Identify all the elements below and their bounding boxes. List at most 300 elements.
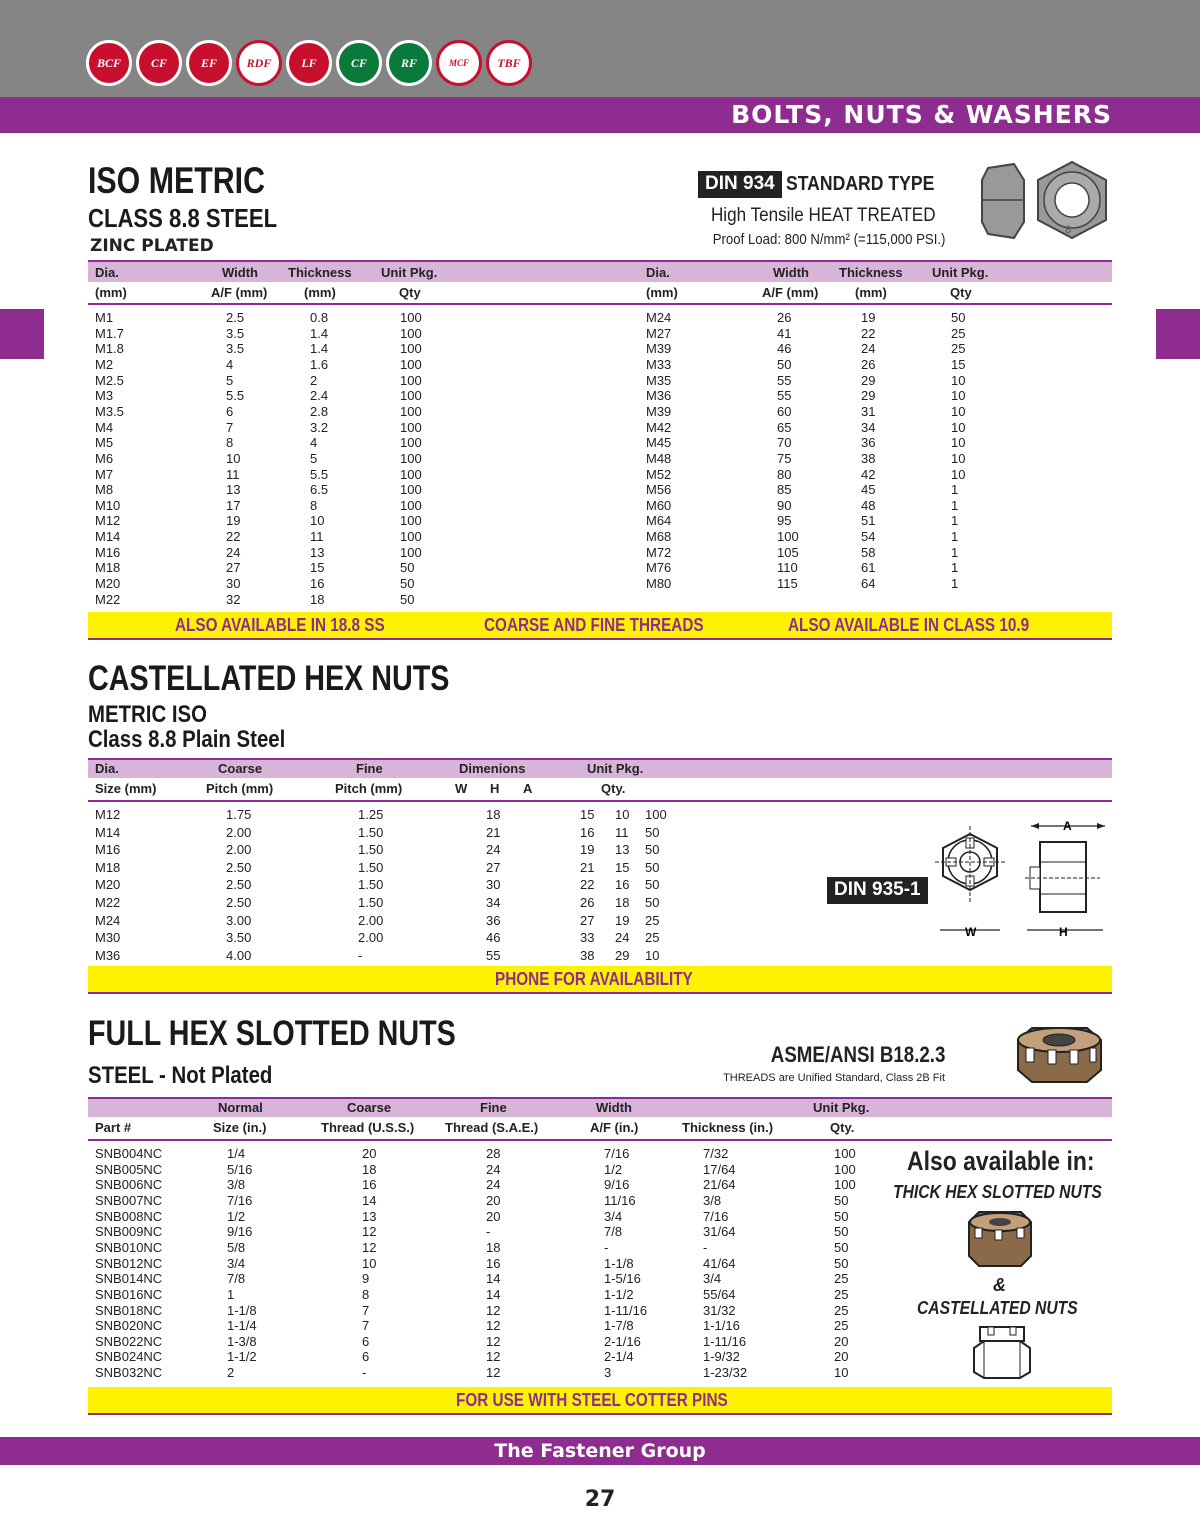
- castellated-cell: 100: [645, 807, 667, 822]
- slotted-cell: 1-11/16: [703, 1333, 747, 1349]
- iso-cell: M1: [95, 310, 114, 325]
- castellated-header-rule: [88, 800, 1112, 802]
- iso-cell: 100: [400, 450, 422, 466]
- also-available-title: Also available in:: [907, 1146, 1095, 1176]
- castellated-cell: 25: [645, 930, 660, 946]
- iso-cell: 15: [951, 356, 966, 372]
- iso-cell: M48: [646, 450, 672, 466]
- slotted-col-subheader: Size (in.): [213, 1120, 267, 1135]
- iso-cell: 2.4: [310, 388, 329, 404]
- iso-cell: 29: [861, 372, 876, 388]
- slotted-cell: 25: [834, 1271, 849, 1287]
- section-title-band: [0, 97, 1200, 133]
- slotted-cell: 25: [834, 1286, 849, 1302]
- iso-cell: 4: [310, 435, 318, 451]
- iso-bar-ss: ALSO AVAILABLE IN 18.8 SS: [175, 615, 385, 635]
- iso-col-subheader: (mm): [95, 285, 127, 300]
- slotted-cell: 50: [834, 1208, 849, 1224]
- iso-cell: M1.8: [95, 341, 124, 357]
- slotted-cell: 41/64: [703, 1255, 736, 1271]
- slotted-cell: 10: [362, 1255, 377, 1271]
- iso-finish: ZINC PLATED: [90, 236, 214, 256]
- logo-lf: LF: [286, 40, 332, 86]
- castellated-availability-bar: [88, 966, 1112, 994]
- iso-cell: 45: [861, 482, 876, 498]
- iso-cell: 17: [226, 497, 241, 513]
- slotted-cell: 100: [834, 1161, 856, 1177]
- slotted-cell: 14: [362, 1192, 377, 1208]
- castellated-cell: 2.50: [226, 859, 252, 875]
- iso-cell: 50: [400, 576, 415, 592]
- standard-type-label: STANDARD TYPE: [786, 173, 935, 195]
- slotted-cell: 16: [362, 1177, 377, 1193]
- slotted-cell: 18: [486, 1239, 501, 1255]
- iso-col-header: Unit Pkg.: [932, 265, 989, 280]
- slotted-bar-text: FOR USE WITH STEEL COTTER PINS: [456, 1390, 728, 1410]
- slotted-cell: SNB014NC: [95, 1271, 163, 1287]
- slotted-cell: 100: [834, 1146, 856, 1161]
- iso-cell: 16: [310, 576, 325, 592]
- castellated-cell: M12: [95, 807, 121, 822]
- slotted-cell: SNB024NC: [95, 1349, 163, 1365]
- iso-cell: 90: [777, 497, 792, 513]
- iso-cell: 100: [400, 419, 422, 435]
- iso-cell: M56: [646, 482, 672, 498]
- slotted-col-header: Normal: [218, 1100, 263, 1115]
- iso-cell: M39: [646, 341, 672, 357]
- slotted-cell: 50: [834, 1224, 849, 1240]
- logo-tbf: TBF: [486, 40, 532, 86]
- iso-cell: 64: [861, 576, 876, 592]
- iso-header-rule: [88, 303, 1112, 305]
- logo-cf-green: CF: [336, 40, 382, 86]
- castellated-cell: 50: [645, 824, 660, 840]
- slotted-cell: SNB022NC: [95, 1333, 163, 1349]
- slotted-cell: 3/8: [703, 1192, 722, 1208]
- iso-cell: M20: [95, 576, 121, 592]
- slotted-cell: -: [362, 1365, 367, 1381]
- iso-cell: 25: [951, 325, 966, 341]
- slotted-cell: 1-23/32: [703, 1365, 748, 1381]
- iso-cell: 100: [400, 403, 422, 419]
- logo-cf: CF: [136, 40, 182, 86]
- iso-col-subheader: Qty: [399, 285, 421, 300]
- iso-cell: 24: [861, 341, 876, 357]
- castellated-col-header: Unit Pkg.: [587, 761, 644, 776]
- slotted-cell: 10: [834, 1365, 849, 1381]
- slotted-col-subheader: A/F (in.): [590, 1120, 639, 1135]
- castellated-cell: 3.50: [226, 930, 252, 946]
- castellated-cell: 33: [580, 930, 595, 946]
- castellated-cell: 55: [486, 947, 501, 963]
- dim-w-label: W: [965, 925, 977, 939]
- iso-cell: 70: [777, 435, 792, 451]
- iso-cell: M24: [646, 310, 672, 325]
- castellated-bar-text: PHONE FOR AVAILABILITY: [495, 969, 693, 989]
- slotted-cell: SNB012NC: [95, 1255, 163, 1271]
- iso-cell: 22: [861, 325, 876, 341]
- castellated-col-subheader: Pitch (mm): [206, 781, 274, 796]
- slotted-cell: 1-1/2: [227, 1349, 257, 1365]
- din-935-badge: [827, 877, 928, 904]
- iso-cell: 1: [951, 560, 959, 576]
- iso-cell: 2.5: [226, 310, 245, 325]
- iso-cell: 10: [226, 450, 241, 466]
- iso-cell: M8: [95, 482, 114, 498]
- slotted-cell: SNB016NC: [95, 1286, 163, 1302]
- slotted-cell: 16: [486, 1255, 501, 1271]
- iso-col-header: Thickness: [288, 265, 352, 280]
- castellated-cell: 1.50: [358, 859, 384, 875]
- iso-cell: 80: [777, 466, 792, 482]
- iso-cell: 10: [951, 419, 966, 435]
- footer-band: [0, 1437, 1200, 1465]
- slotted-cell: 20: [486, 1192, 501, 1208]
- iso-cell: 3.2: [310, 419, 329, 435]
- iso-cell: M80: [646, 576, 672, 592]
- slotted-cell: SNB018NC: [95, 1302, 163, 1318]
- ampersand: &: [993, 1275, 1006, 1295]
- iso-cell: 50: [777, 356, 792, 372]
- iso-cell: M2: [95, 356, 114, 372]
- iso-cell: 29: [861, 388, 876, 404]
- slotted-cell: 12: [486, 1318, 501, 1334]
- slotted-cell: 20: [834, 1333, 849, 1349]
- iso-col-header: Width: [773, 265, 809, 280]
- slotted-cell: 6: [362, 1349, 370, 1365]
- slotted-cell: SNB004NC: [95, 1146, 163, 1161]
- din-934-label: DIN 934: [705, 173, 775, 194]
- iso-cell: 19: [861, 310, 876, 325]
- iso-cell: M14: [95, 529, 121, 545]
- castellated-cell: 10: [615, 807, 630, 822]
- slotted-cell: 28: [486, 1146, 501, 1161]
- castellated-cell: 29: [615, 947, 630, 963]
- iso-cell: 38: [861, 450, 876, 466]
- iso-cell: 110: [777, 560, 798, 576]
- iso-cell: 11: [226, 466, 240, 482]
- iso-col-subheader: (mm): [646, 285, 678, 300]
- iso-cell: 32: [226, 591, 241, 607]
- iso-cell: 24: [226, 544, 241, 560]
- slotted-title: FULL HEX SLOTTED NUTS: [88, 1014, 456, 1053]
- iso-cell: 13: [310, 544, 325, 560]
- slotted-cell: -: [486, 1224, 491, 1240]
- slotted-col-subheader: Thickness (in.): [682, 1120, 774, 1135]
- iso-cell: M3: [95, 388, 114, 404]
- slotted-col-header: Fine: [480, 1100, 507, 1115]
- iso-cell: 100: [400, 544, 422, 560]
- iso-cell: 6.5: [310, 482, 329, 498]
- castellated-cell: 19: [580, 842, 595, 858]
- company-name: The Fastener Group: [494, 1440, 706, 1462]
- iso-subtitle: CLASS 8.8 STEEL: [88, 203, 278, 233]
- iso-cell: 5.5: [310, 466, 329, 482]
- slotted-cell: 1/2: [227, 1208, 246, 1224]
- iso-cell: 2: [310, 372, 318, 388]
- castellated-cell: 19: [615, 912, 630, 928]
- dim-h-label: H: [1059, 925, 1068, 939]
- iso-cell: 48: [861, 497, 876, 513]
- logo-rf: RF: [386, 40, 432, 86]
- slotted-cell: 1: [227, 1286, 235, 1302]
- slotted-cell: 13: [362, 1208, 377, 1224]
- slotted-cell: 1-11/16: [604, 1302, 648, 1318]
- castellated-cell: 1.50: [358, 842, 384, 858]
- iso-cell: 100: [400, 435, 422, 451]
- slotted-cell: 12: [362, 1224, 377, 1240]
- slotted-cell: -: [703, 1239, 708, 1255]
- castellated-cell: 50: [645, 877, 660, 893]
- castellated-cell: 26: [580, 895, 595, 910]
- slotted-cell: 1-1/4: [227, 1318, 257, 1334]
- slotted-cell: 25: [834, 1302, 849, 1318]
- iso-cell: M1.7: [95, 325, 124, 341]
- slotted-cell: 2-1/16: [604, 1333, 641, 1349]
- iso-cell: 1: [951, 482, 959, 498]
- castellated-cell: 16: [615, 877, 630, 893]
- iso-cell: 105: [777, 544, 799, 560]
- castellated-cell: 2.00: [226, 824, 252, 840]
- iso-cell: 65: [777, 419, 792, 435]
- castellated-cell: M18: [95, 859, 121, 875]
- castellated-col-subheader: Pitch (mm): [335, 781, 403, 796]
- slotted-col-subheader: Qty.: [830, 1120, 855, 1135]
- iso-cell: 61: [861, 560, 876, 576]
- right-page-tab: [1156, 309, 1200, 359]
- iso-cell: 10: [951, 388, 966, 404]
- category-title: BOLTS, NUTS & WASHERS: [731, 100, 1112, 129]
- slotted-cell: 21/64: [703, 1177, 736, 1193]
- iso-cell: 5.5: [226, 388, 245, 404]
- slotted-subtitle: STEEL - Not Plated: [88, 1062, 273, 1089]
- din-935-label: DIN 935-1: [834, 879, 921, 900]
- castellated-cell: 18: [615, 895, 630, 910]
- iso-col-header: Dia.: [646, 265, 670, 280]
- slotted-cell: 1-1/16: [703, 1318, 740, 1334]
- slotted-cell: 1/4: [227, 1146, 246, 1161]
- castellated-nut-diagram: [925, 812, 1115, 942]
- slotted-cell: 7/32: [703, 1146, 729, 1161]
- slotted-cell: 100: [834, 1177, 856, 1193]
- iso-cell: 1: [951, 497, 959, 513]
- slotted-cell: 24: [486, 1161, 501, 1177]
- slotted-cell: 12: [362, 1239, 377, 1255]
- iso-cell: M22: [95, 591, 121, 607]
- iso-cell: M5: [95, 435, 114, 451]
- slotted-cell: 1-5/16: [604, 1271, 641, 1287]
- iso-cell: 100: [400, 310, 422, 325]
- iso-cell: 100: [400, 388, 422, 404]
- iso-cell: 10: [951, 450, 966, 466]
- iso-cell: 41: [777, 325, 792, 341]
- iso-cell: 50: [951, 310, 966, 325]
- slotted-cell: 14: [486, 1271, 501, 1287]
- iso-cell: 95: [777, 513, 792, 529]
- slotted-cell: 20: [486, 1208, 501, 1224]
- iso-cell: M12: [95, 513, 121, 529]
- iso-cell: M76: [646, 560, 672, 576]
- slotted-cell: 3/4: [227, 1255, 246, 1271]
- iso-cell: 10: [951, 466, 966, 482]
- castellated-col-header: Dimenions: [459, 761, 526, 776]
- castellated-cell: 15: [580, 807, 595, 822]
- slotted-cell: SNB005NC: [95, 1161, 163, 1177]
- iso-cell: 25: [951, 341, 966, 357]
- castellated-cell: 21: [580, 859, 595, 875]
- iso-cell: 5: [310, 450, 318, 466]
- iso-cell: 55: [777, 388, 792, 404]
- iso-cell: 1: [951, 576, 959, 592]
- castellated-cell: 1.50: [358, 824, 384, 840]
- iso-cell: 6: [226, 403, 234, 419]
- iso-cell: M36: [646, 388, 672, 404]
- slotted-cell: 9: [362, 1271, 370, 1287]
- castellated-title: CASTELLATED HEX NUTS: [88, 659, 450, 698]
- iso-cell: 85: [777, 482, 792, 498]
- slotted-cell: SNB020NC: [95, 1318, 163, 1334]
- iso-cell: M39: [646, 403, 672, 419]
- iso-cell: 100: [400, 513, 422, 529]
- iso-cell: 1.4: [310, 325, 329, 341]
- iso-cell: 100: [400, 529, 422, 545]
- castellated-cell: 11: [615, 824, 629, 840]
- iso-cell: 11: [310, 529, 324, 545]
- dim-a-label: A: [1063, 819, 1072, 833]
- castellated-cell: M20: [95, 877, 121, 893]
- logo-ef: EF: [186, 40, 232, 86]
- castellated-cell: 16: [580, 824, 595, 840]
- slotted-cell: 12: [486, 1349, 501, 1365]
- slotted-cell: 7: [362, 1318, 370, 1334]
- iso-cell: 18: [310, 591, 325, 607]
- iso-cell: 75: [777, 450, 792, 466]
- iso-cell: 10: [951, 372, 966, 388]
- castellated-cell: -: [358, 947, 363, 963]
- iso-col-header: Width: [222, 265, 258, 280]
- iso-col-subheader: A/F (mm): [211, 285, 268, 300]
- iso-cell: 3.5: [226, 325, 245, 341]
- castellated-cell: 1.25: [358, 807, 384, 822]
- iso-cell: 100: [400, 325, 422, 341]
- iso-cell: 60: [777, 403, 792, 419]
- castellated-cell: 10: [645, 947, 660, 963]
- iso-cell: 100: [400, 497, 422, 513]
- logo-rdf: RDF: [236, 40, 282, 86]
- slotted-cell: 1-1/2: [604, 1286, 634, 1302]
- slotted-cell: 2: [227, 1365, 235, 1381]
- iso-cell: 15: [310, 560, 325, 576]
- iso-cell: 100: [400, 482, 422, 498]
- slotted-cell: 7/16: [604, 1146, 630, 1161]
- iso-cell: 19: [226, 513, 241, 529]
- tensile-label: High Tensile HEAT TREATED: [711, 205, 936, 226]
- iso-col-subheader: (mm): [855, 285, 887, 300]
- iso-cell: 1.6: [310, 356, 329, 372]
- castellated-cell: 27: [486, 859, 501, 875]
- slotted-cell: 12: [486, 1302, 501, 1318]
- castellated-cell: 30: [486, 877, 501, 893]
- iso-cell: M68: [646, 529, 672, 545]
- also-castellated: CASTELLATED NUTS: [917, 1298, 1078, 1318]
- slotted-cell: SNB007NC: [95, 1192, 163, 1208]
- castellated-cell: 4.00: [226, 947, 252, 963]
- iso-cell: 1: [951, 544, 959, 560]
- castellated-cell: 38: [580, 947, 595, 963]
- iso-cell: 51: [861, 513, 876, 529]
- iso-cell: M52: [646, 466, 672, 482]
- iso-cell: M6: [95, 450, 114, 466]
- slotted-cell: -: [604, 1239, 609, 1255]
- iso-cell: 0.8: [310, 310, 329, 325]
- iso-cell: M3.5: [95, 403, 124, 419]
- din-934-badge: [698, 171, 782, 198]
- castellated-cell: 22: [580, 877, 595, 893]
- slotted-cell: 17/64: [703, 1161, 736, 1177]
- iso-col-subheader: A/F (mm): [762, 285, 819, 300]
- castellated-cell: M22: [95, 895, 121, 910]
- slotted-cell: 18: [362, 1161, 377, 1177]
- castellated-cell: 46: [486, 930, 501, 946]
- slotted-col-subheader: Thread (S.A.E.): [445, 1120, 539, 1135]
- iso-cell: 10: [310, 513, 325, 529]
- castellated-col-subheader: W: [455, 781, 468, 796]
- iso-cell: 115: [777, 576, 798, 592]
- iso-cell: 7: [226, 419, 234, 435]
- logo-mcf: MCF: [436, 40, 482, 86]
- castellated-col-subheader: Size (mm): [95, 781, 157, 796]
- slotted-header-rule: [88, 1139, 1112, 1141]
- iso-cell: 26: [777, 310, 792, 325]
- castellated-subtitle-1: METRIC ISO: [88, 701, 208, 728]
- iso-cell: 27: [226, 560, 241, 576]
- slotted-cell: 7/16: [703, 1208, 729, 1224]
- slotted-cell: 7/8: [604, 1224, 623, 1240]
- castellated-cell: 2.00: [358, 930, 384, 946]
- iso-cell: M16: [95, 544, 121, 560]
- iso-cell: M35: [646, 372, 672, 388]
- iso-cell: 46: [777, 341, 792, 357]
- iso-title: ISO METRIC: [88, 160, 265, 201]
- iso-cell: 5: [226, 372, 234, 388]
- hex-nut-illustration: [980, 160, 1115, 245]
- castellated-col-header: Coarse: [218, 761, 263, 776]
- castellated-col-header: Dia.: [95, 761, 119, 776]
- castellated-col-header: Fine: [356, 761, 383, 776]
- iso-cell: M4: [95, 419, 114, 435]
- iso-bar-threads: COARSE AND FINE THREADS: [484, 615, 704, 635]
- castellated-cell: 36: [486, 912, 501, 928]
- castellated-cell: 21: [486, 824, 501, 840]
- slotted-cell: 50: [834, 1192, 849, 1208]
- slotted-cell: 3: [604, 1365, 612, 1381]
- iso-cell: 42: [861, 466, 876, 482]
- castellated-cell: 24: [615, 930, 630, 946]
- castellated-cell: 2.00: [226, 842, 252, 858]
- castellated-cell: 50: [645, 842, 660, 858]
- iso-cell: 50: [400, 591, 415, 607]
- castellated-cell: 24: [486, 842, 501, 858]
- iso-cell: 36: [861, 435, 876, 451]
- castellated-cell: M36: [95, 947, 121, 963]
- castellated-cell: 2.00: [358, 912, 384, 928]
- castellated-col-subheader: Qty.: [601, 781, 626, 796]
- castellated-cell: 50: [645, 859, 660, 875]
- iso-cell: 55: [777, 372, 792, 388]
- iso-cell: 3.5: [226, 341, 245, 357]
- iso-cell: 58: [861, 544, 876, 560]
- iso-cell: 26: [861, 356, 876, 372]
